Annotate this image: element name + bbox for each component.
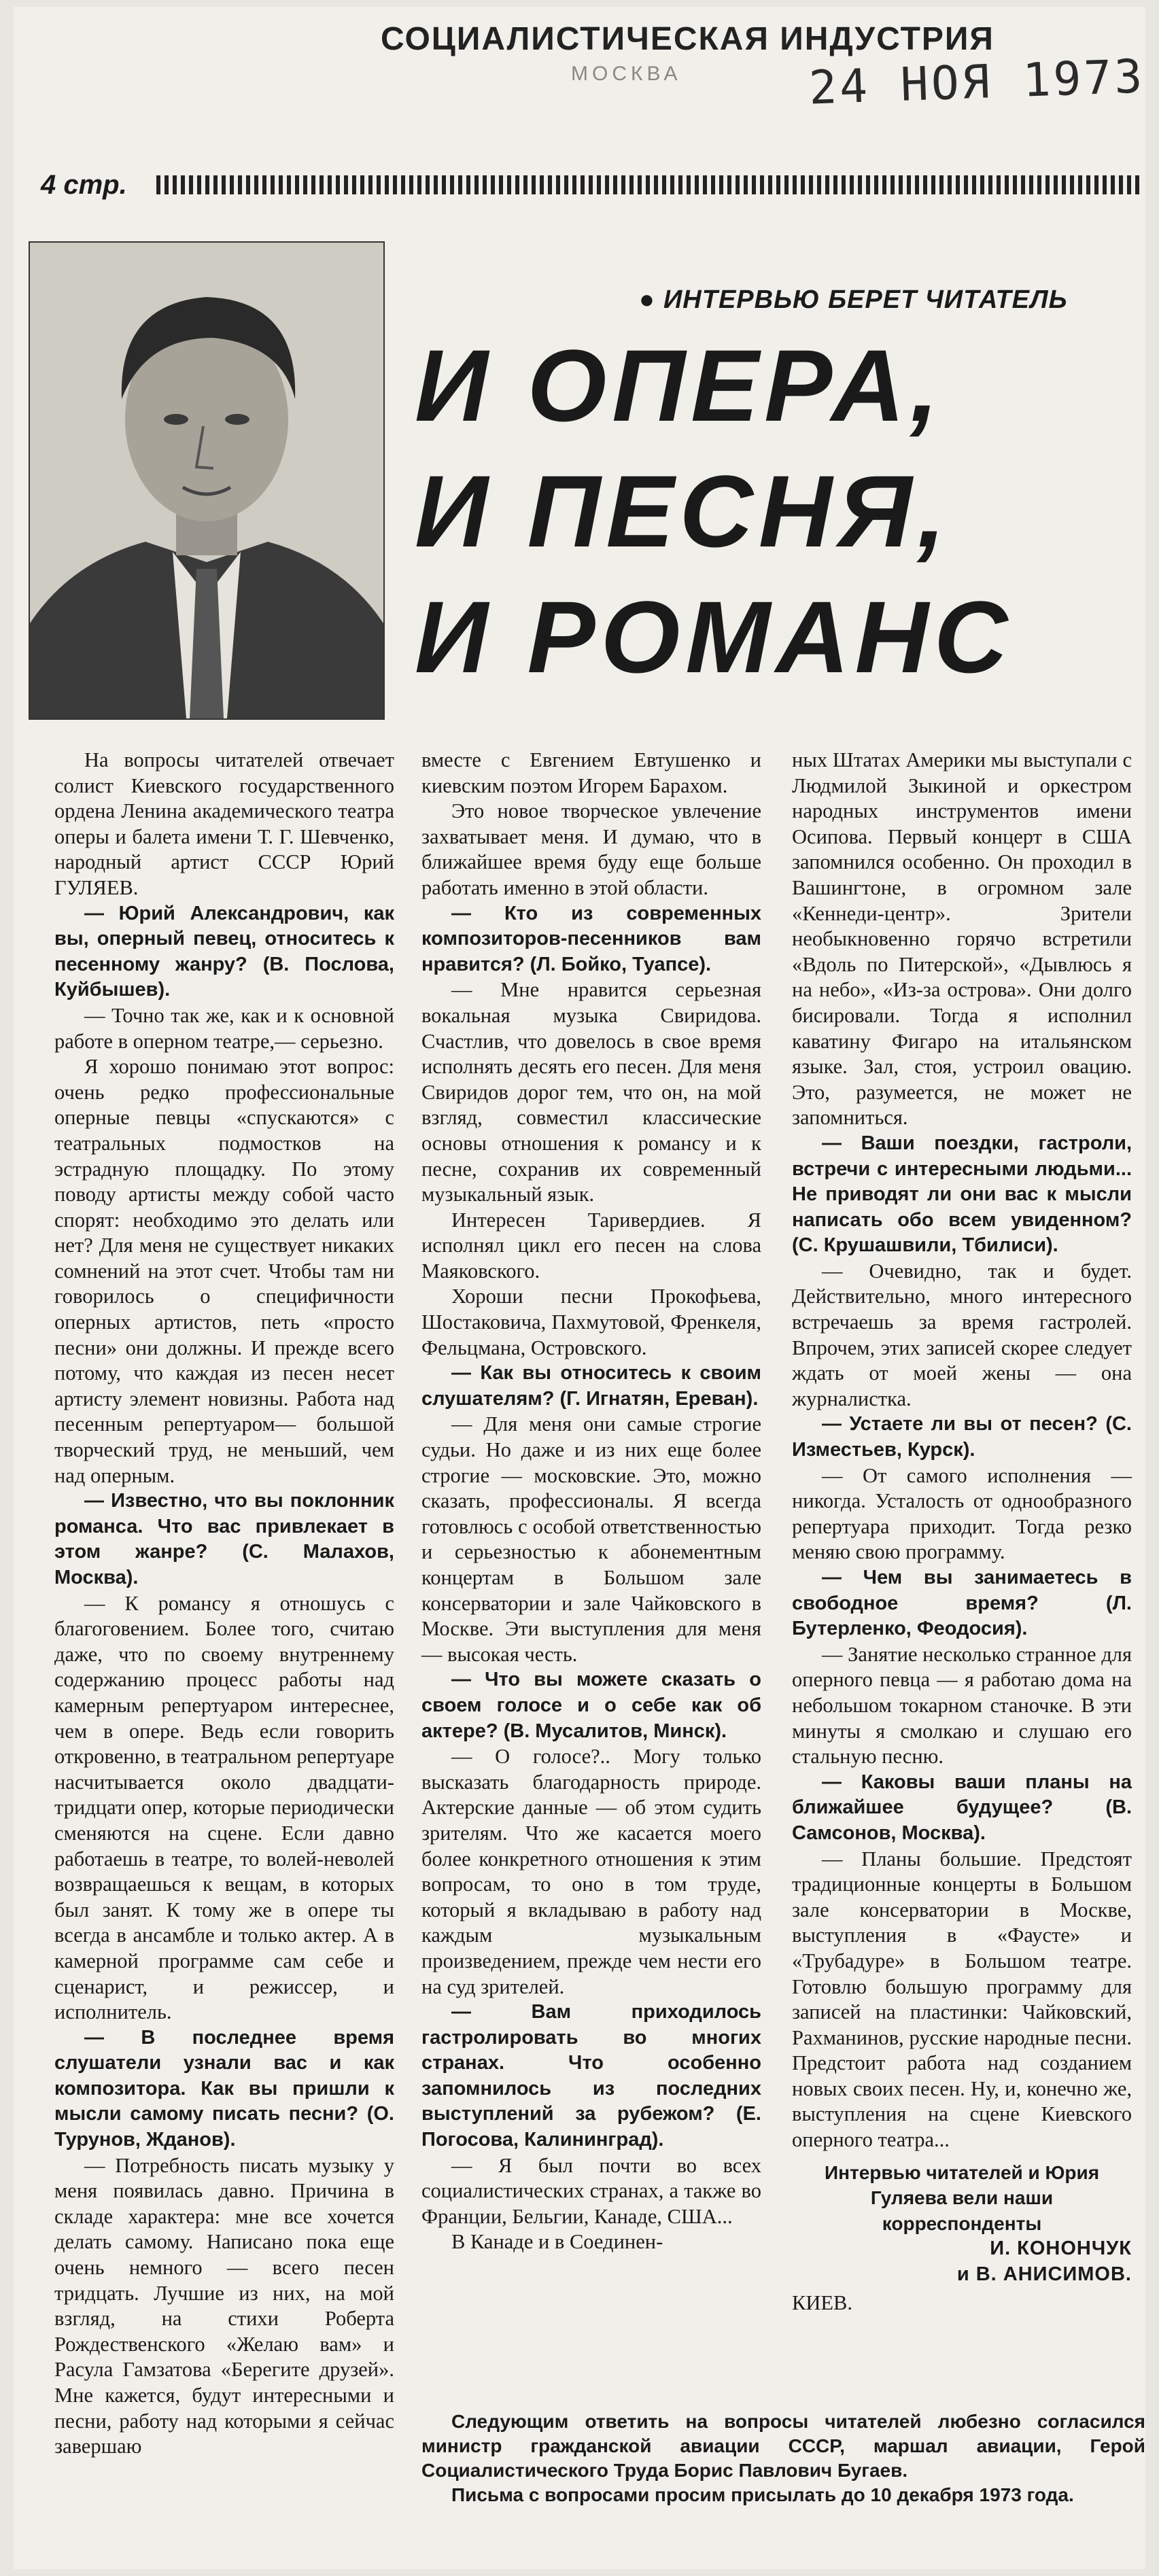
kicker-text: ИНТЕРВЬЮ БЕРЕТ ЧИТАТЕЛЬ <box>663 285 1068 314</box>
reader-question: — Как вы относитесь к своим слушателям? (Г. Игнатян, Ереван). <box>421 1362 761 1410</box>
paragraph: ных Штатах Америки мы выступали с Людмилой Зыкиной и оркестром народных инструментов имени Осипова. Первый концерт в США запомнился особенно. Он проходил в Вашингтоне, в огромном зале «Кеннеди-центр». Зрители необыкновенно горячо встретили «Вдоль по Питерской», «Дывлюсь я на небо», «Из-за острова». Они долго бисировали. Тогда я исполнил каватину Фигаро на итальянском языке. Зал, стоя, устроил овацию. Это, разумеется, не может не запомниться. <box>792 748 1132 1130</box>
headline-line: И ОПЕРА, <box>415 328 944 442</box>
paragraph: Хороши песни Прокофьева, Шостаковича, Пахмутовой, Френкеля, Фельцмана, Островского. <box>421 1285 761 1359</box>
paragraph: — Точно так же, как и к основной работе в оперном театре,— серьезно. <box>54 1003 394 1053</box>
credits-name: И. КОНОНЧУК <box>990 2238 1132 2260</box>
reader-question: — Чем вы занимаетесь в свободное время? (Л. Бутерленко, Феодосия). <box>792 1567 1132 1640</box>
paragraph: — О голосе?.. Могу только высказать благодарность природе. Актерские данные — об этом судить зрителям. Что же касается моего более конкретного отношения к этим вопросам, то оно в том труде, который я вкладываю в работу над каждым музыкальным произведением, прежде чем нести его на суд зрителей. <box>421 1745 761 1998</box>
paragraph: Я хорошо понимаю этот вопрос: очень редко профессиональные оперные певцы «спускаются» с театральных подмостков на эстрадную площадку. По этому поводу артисты между собой часто спорят: необходимо это делать или нет? Для меня не существует никаких сомнений на этот счет. Чтобы там ни говорилось о специфичности оперных артистов, петь «просто песни» они должны. И прежде всего потому, что каждая из песен несет артисту элемент новизны. Работа над песенным репертуаром— большой творческий труд, не меньший, чем над оперным. <box>54 1055 394 1487</box>
article-column-1 <box>54 748 394 2460</box>
paragraph: вместе с Евгением Евтушенко и киевским поэтом Игорем Барахом. <box>421 748 761 797</box>
reader-question: — Каковы ваши планы на ближайшее будущее? (В. Самсонов, Москва). <box>792 1771 1132 1844</box>
portrait-illustration <box>30 243 383 718</box>
article-headline <box>415 323 1013 700</box>
portrait-photo <box>29 241 385 720</box>
reader-question: — Вам приходилось гастролировать во многих странах. Что особенно запомнилось из последних выступлений за рубежом? (Е. Погосова, Калининград). <box>421 2001 761 2151</box>
footer-paragraph: Письма с вопросами просим присылать до 10 декабря 1973 года. <box>451 2484 1074 2505</box>
paragraph: — К романсу я отношусь с благоговением. Более того, считаю даже, что по своему внутреннему содержанию процесс работы над камерным репертуаром интереснее, чем в опере. Ведь если говорить откровенно, в театральном репертуаре насчитывается около двадцати-тридцати опер, которые периодически сменяются на сцене. Если давно работаешь в театре, то волей-неволей возвращаешься к вещам, в которых был занят. К тому же в опере ты всегда в ансамбле и только актер. А в камерной программе сам себе и сценарист, и режиссер, и исполнитель. <box>54 1591 394 2024</box>
reader-question: — Что вы можете сказать о своем голосе и о себе как об актере? (В. Мусалитов, Минск). <box>421 1669 761 1742</box>
bullet-icon: ● <box>639 285 655 314</box>
reader-question: — Юрий Александрович, как вы, оперный певец, относитесь к песенному жанру? (В. Послова, Куйбышев). <box>54 902 394 1001</box>
paragraph: В Канаде и в Соединен- <box>451 2230 663 2254</box>
reader-question: — Кто из современных композиторов-песенников вам нравится? (Л. Бойко, Туапсе). <box>421 902 761 975</box>
paragraph: На вопросы читателей отвечает солист Киевского государственного ордена Ленина академического театра оперы и балета имени Т. Г. Шевченко, народный артист СССР Юрий ГУЛЯЕВ. <box>54 748 394 899</box>
article-column-2 <box>421 748 761 2255</box>
date-stamp: 24 НОЯ 1973 <box>808 50 1146 116</box>
article-footer-note <box>421 2409 1145 2507</box>
header-rule <box>156 175 1142 194</box>
paragraph: — Занятие несколько странное для оперного певца — я работаю дома на небольшом токарном станочке. В эти минуты я смолкаю и слушаю его стальную песню. <box>792 1642 1132 1769</box>
paragraph: — Мне нравится серьезная вокальная музыка Свиридова. Счастлив, что довелось в свое время исполнять десять его песен. Для меня Свиридов дорог тем, что он, на мой взгляд, совместил классические основы отношения к романсу и к песне, сохранив их современный музыкальный язык. <box>421 978 761 1206</box>
paragraph: Это новое творческое увлечение захватывает меня. И думаю, что в ближайшее время буду еще больше работать именно в этой области. <box>421 799 761 899</box>
headline-line: И ПЕСНЯ, <box>415 454 952 568</box>
credits-lead: Интервью читателей и Юрия Гуляева вели наши корреспонденты <box>824 2161 1100 2234</box>
reader-question: — Устаете ли вы от песен? (С. Изместьев, Курск). <box>792 1413 1132 1461</box>
reader-question: — Ваши поездки, гастроли, встречи с интересными людьми... Не приводят ли они вас к мысли написать обо всем увиденном? (С. Крушашвили, Тбилиси). <box>792 1132 1132 1257</box>
article-kicker <box>639 285 1067 315</box>
paragraph: Интересен Таривердиев. Я исполнял цикл его песен на слова Маяковского. <box>421 1208 761 1283</box>
footer-paragraph: Следующим ответить на вопросы читателей любезно согласился министр гражданской авиации СССР, маршал авиации, Герой Социалистического Труда Борис Павлович Бугаев. <box>421 2411 1145 2481</box>
paragraph: — Планы большие. Предстоят традиционные концерты в Большом зале консерватории в Москве, выступления в «Фаусте» и «Трубадуре» в Большом театре. Готовлю большую программу для записей на пластинки: Чайковский, Рахманинов, русские народные песни. Предстоит работа над созданием новых своих песен. Ну, и, конечно же, выступления на сцене Киевского оперного театра... <box>792 1847 1132 2152</box>
dateline-city: КИЕВ. <box>792 2291 852 2314</box>
interview-credits <box>792 2160 1132 2316</box>
credits-name: и В. АНИСИМОВ. <box>956 2263 1132 2286</box>
reader-question: — В последнее время слушатели узнали вас и как композитора. Как вы пришли к мысли самому писать песни? (О. Турунов, Жданов). <box>54 2026 394 2151</box>
reader-question: — Известно, что вы поклонник романса. Что вас привлекает в этом жанре? (С. Малахов, Москва). <box>54 1490 394 1588</box>
page-number: 4 стр. <box>41 170 127 200</box>
paragraph: — Потребность писать музыку у меня появилась давно. Причина в складе характера: мне все хочется делать самому. Написано пока еще очень немного — всего песен тридцать. Лучшие из них, на мой взгляд, на стихи Роберта Рождественского «Желаю вам» и Расула Гамзатова «Берегите друзей». Мне кажется, будут интересными и песни, работу над которыми я сейчас завершаю <box>54 2153 394 2458</box>
article-column-3 <box>792 748 1132 2316</box>
paragraph: — Для меня они самые строгие судьи. Но даже и из них еще более строгие — московские. Это, можно сказать, профессионалы. Я всегда готовлюсь с особой ответственностью и серьезностью к абонементным концертам в Большом зале консерватории и зале Чайковского в Москве. Эти выступления для меня — высокая честь. <box>421 1412 761 1666</box>
headline-line: И РОМАНС <box>415 580 1014 694</box>
paragraph: — Очевидно, так и будет. Действительно, много интересного встречаешь за время гастролей. Впрочем, этих записей скорее следует ждать от моей жены — она журналистка. <box>792 1259 1132 1410</box>
paragraph: — От самого исполнения — никогда. Усталость от однообразного репертуара приходит. Тогда резко меняю свою программу. <box>792 1463 1132 1564</box>
masthead-city: МОСКВА <box>571 63 682 85</box>
paragraph: — Я был почти во всех социалистических странах, а также во Франции, Бельгии, Канаде, США... <box>421 2153 761 2228</box>
newspaper-masthead: СОЦИАЛИСТИЧЕСКАЯ ИНДУСТРИЯ <box>381 21 994 57</box>
